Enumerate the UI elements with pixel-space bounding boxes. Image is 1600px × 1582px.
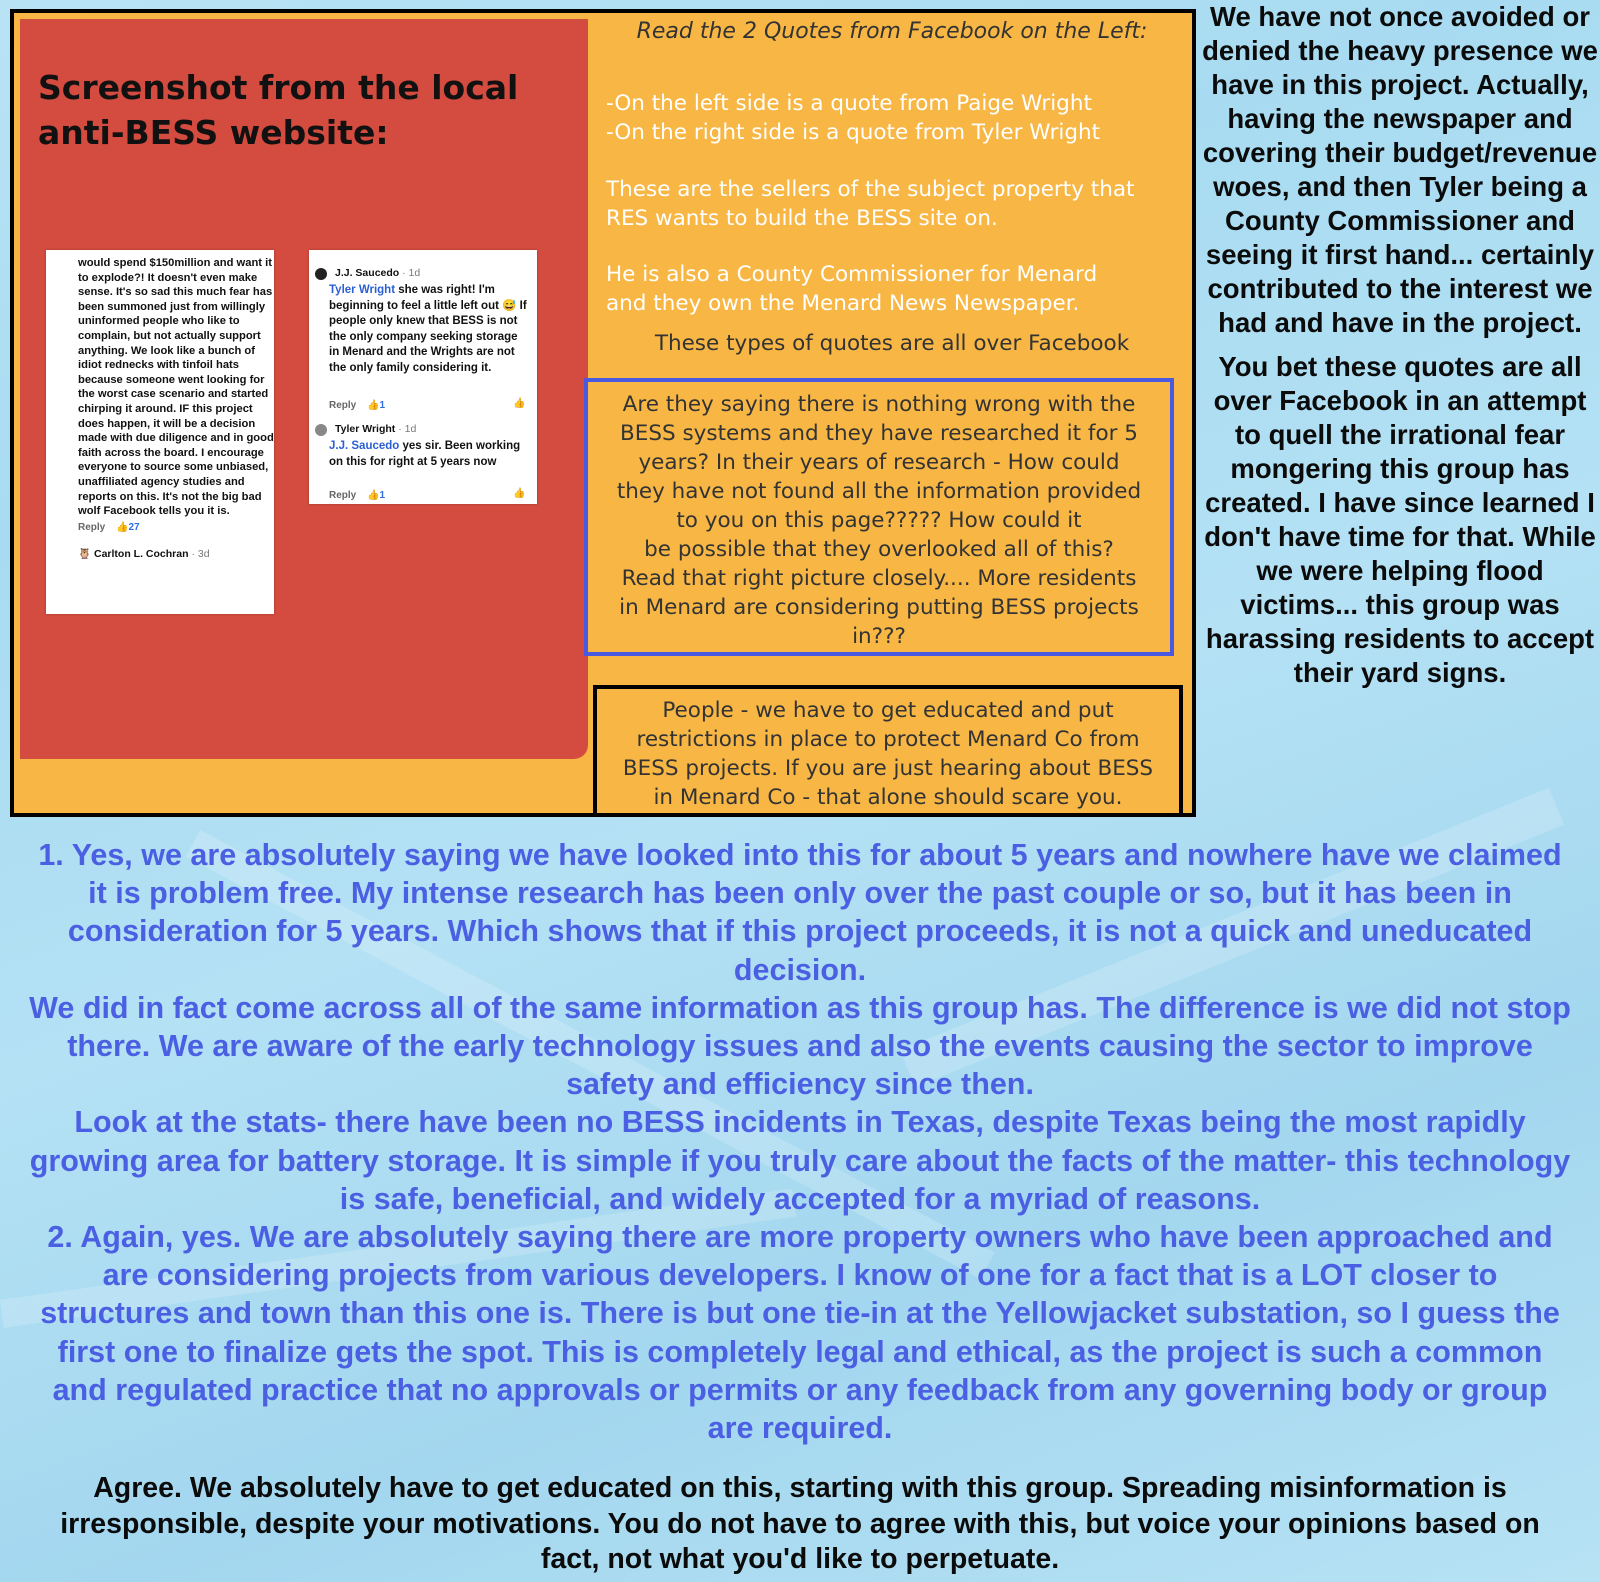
response-text [28,836,1572,1447]
box-line: BESS projects. If you are just hearing about BESS [622,756,1154,781]
box-line: in??? [852,624,906,649]
warning-box [593,685,1183,817]
box-line: years? In their years of research - How could [638,450,1120,475]
comment-author: Tyler Wright · 1d [335,423,417,435]
facebook-comment-right [309,250,537,504]
comment-meta [78,521,274,536]
avatar-icon [315,424,327,436]
box-line: be possible that they overlooked all of this? [644,537,1114,562]
website-screenshot [10,9,1196,817]
avatar-icon [315,268,327,280]
reply-paragraph: You bet these quotes are all over Facebook in an attempt to quell the irrational fear mongering this group has created. I have since learned I don't have time for that. While we were helping flood victims... this group was harassing residents to accept their yard signs. [1204,351,1596,688]
note-line: These are the sellers of the subject property that [606,177,1135,202]
note-line: RES wants to build the BESS site on. [606,206,998,231]
avatar-icon: 🦉 [78,548,92,561]
comment-text: J.J. Saucedo yes sir. Been working on this for right at 5 years now [329,440,521,468]
response-paragraph: 1. Yes, we are absolutely saying we have looked into this for about 5 years and nowhere have we claimed it is problem free. My intense research has been only over the past couple or so, but it has been in consideration for 5 years. Which shows that if this project proceeds, it is not a quick and uneducated decision. [38,838,1562,987]
box-line: Read that right picture closely.... More residents [621,566,1137,591]
response-paragraph: We did in fact come across all of the same information as this group has. The difference is we did not stop there. We are aware of the early technology issues and also the events causing the sector to improve safety and efficiency since then. [29,990,1571,1102]
note-line: and they own the Menard News Newspaper. [606,291,1080,316]
notes-heading: Read the 2 Quotes from Facebook on the Left: [636,19,1148,44]
like-count: 👍27 [116,521,140,533]
mention-link[interactable]: J.J. Saucedo [329,440,400,452]
screenshot-title: Screenshot from the local anti-BESS website: [38,68,519,152]
box-line: BESS systems and they have researched it for 5 [620,421,1138,446]
note-line: -On the left side is a quote from Paige Wright [606,91,1092,116]
facebook-comment-left [46,250,274,614]
thumbs-up-icon[interactable]: 👍 [513,398,526,409]
response-paragraph: Look at the stats- there have been no BESS incidents in Texas, despite Texas being the most rapidly growing area for battery storage. It is simple if you truly care about the facts of the matter- this technology is safe, beneficial, and widely accepted for a myriad of reasons. [29,1105,1571,1216]
note-line: He is also a County Commissioner for Menard [606,262,1098,287]
comment-author: J.J. Saucedo · 1d [335,267,421,279]
comment-meta [329,490,385,501]
thumbs-up-icon[interactable]: 👍 [513,488,526,499]
next-comment-author: 🦉 Carlton L. Cochran · 3d [78,548,210,561]
comment-meta [329,400,385,411]
red-panel [20,19,588,759]
comment-text: Tyler Wright she was right! I'm beginning to feel a little left out 😅 If people only knew that BESS is not the only company seeking storage in Menard and the Wrights are not the only family considering it. [329,284,527,374]
box-line: they have not found all the information provided [616,479,1142,504]
comment-text: would spend $150million and want it to explode?! It doesn't even make sense. It's so sad this much fear has been summoned just from willingly uninformed people who like to complain, but not actually support anything. We look like a bunch of idiot rednecks with tinfoil hats because someone went looking for the worst case scenario and started chirping it around. IF this project does happen, it will be a decision made with due diligence and in good faith across the board. I encourage everyone to source some unbiased, unaffiliated agency studies and reports on this. It's not the big bad wolf Facebook tells you it is. [78,257,274,518]
mention-link[interactable]: Tyler Wright [329,284,396,296]
note-center: These types of quotes are all over Facebook [654,331,1130,356]
reply-link[interactable]: Reply [329,400,357,411]
closing-statement: Agree. We absolutely have to get educated on this, starting with this group. Spreading misinformation is irresponsible, despite your motivations. You do not have to agree with this, but voice your opinions based on fact, not what you'd like to perpetuate. [60,1472,1540,1575]
box-line: People - we have to get educated and put [662,698,1114,723]
like-count: 👍1 [367,490,386,501]
box-line: in Menard Co - that alone should scare you. [653,785,1123,810]
question-box [584,378,1174,656]
box-line: in Menard are considering putting BESS projects [619,595,1139,620]
response-paragraph: 2. Again, yes. We are absolutely saying there are more property owners who have been approached and are considering projects from various developers. I know of one for a fact that is a LOT closer to structures and town than this one is. There is but one tie-in at the Yellowjacket substation, so I guess the first one to finalize gets the spot. This is completely legal and ethical, as the project is such a common and regulated practice that no approvals or permits or any feedback from any governing body or group are required. [40,1220,1560,1446]
reply-paragraph: We have not once avoided or denied the heavy presence we have in this project. Actually, having the newspaper and covering their budget/revenue woes, and then Tyler being a County Commissioner and seeing it first hand... certainly contributed to the interest we had and have in the project. [1202,1,1598,338]
reply-link[interactable]: Reply [78,521,106,533]
box-line: to you on this page????? How could it [676,508,1082,533]
reply-link[interactable]: Reply [329,490,357,501]
like-count: 👍1 [367,400,386,411]
box-line: restrictions in place to protect Menard Co from [636,727,1140,752]
right-column-reply [1202,0,1598,700]
box-line: Are they saying there is nothing wrong with the [622,392,1136,417]
note-line: -On the right side is a quote from Tyler Wright [606,120,1101,145]
